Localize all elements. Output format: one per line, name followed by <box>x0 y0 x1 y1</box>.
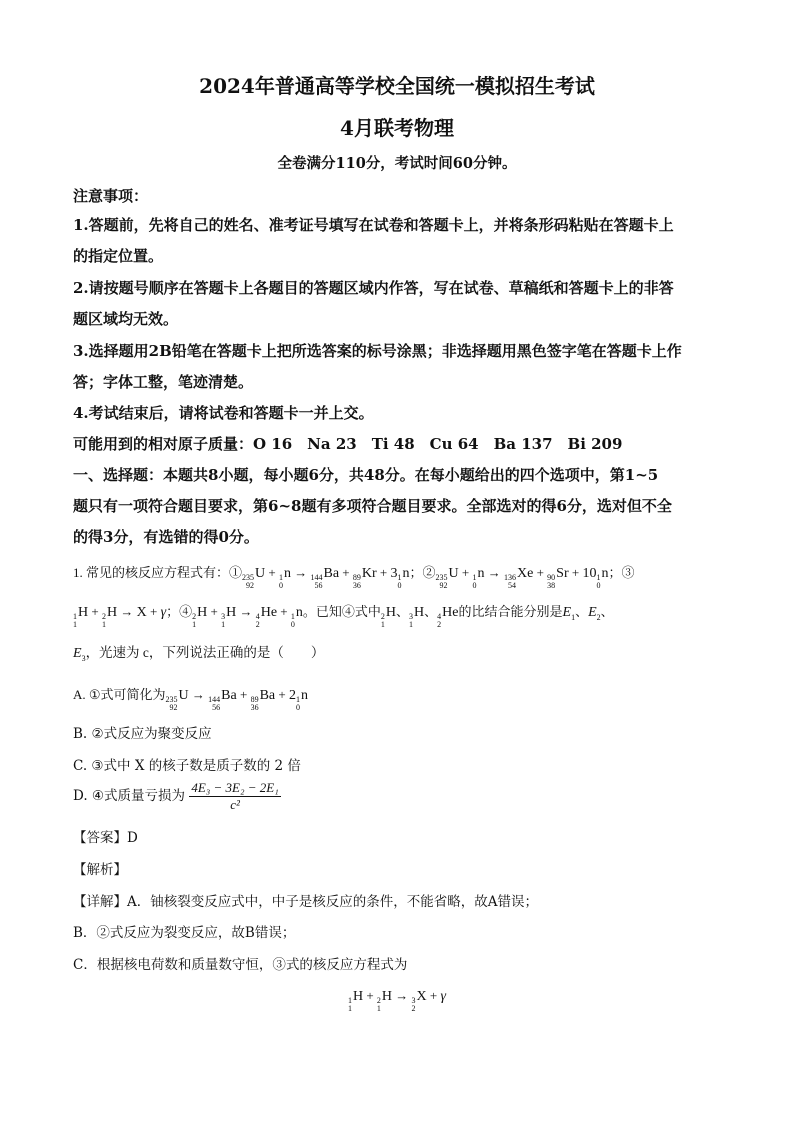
analysis-label: 【解析】 <box>73 862 127 878</box>
nuclide-h1: 1 1 H <box>73 605 89 629</box>
arrow-sign: → <box>395 988 409 1003</box>
mass-defect-fraction <box>189 780 280 813</box>
nuclide-u235: 235 92 U <box>435 566 459 590</box>
exam-title: 2024年普通高等学校全国统一模拟招生考试 <box>199 74 595 98</box>
question1-intro: 1. 常见的核反应方程式有：① <box>73 565 243 580</box>
plus-sign: + <box>366 988 374 1003</box>
binding-energy-text: 的比结合能分别是 <box>458 604 563 619</box>
notice-2-line1: 2.请按题号顺序在答题卡上各题目的答题区域内作答，写在试卷、草稿纸和答题卡上的非答 <box>73 279 674 297</box>
gamma-symbol: γ <box>440 989 447 1004</box>
nuclide-neutron: 1 0 n <box>278 566 291 590</box>
section1-line2: 题只有一项符合题目要求，第6~8题有多项符合题目要求。全部选对的得6分，选对但不全 <box>73 497 672 515</box>
e2-symbol: $E_2$ <box>588 605 601 622</box>
nuclide-h2: 2 1 H <box>380 605 397 629</box>
nuclide-neutron: 1 0 n <box>290 605 303 629</box>
notice-1-line2: 的指定位置。 <box>73 247 164 265</box>
plus-sign: + <box>210 604 218 619</box>
question1-known: 。已知④式中 <box>302 604 381 619</box>
nuclide-sr90: 90 38 Sr <box>547 566 569 590</box>
plus-sign: + <box>429 988 438 1003</box>
plus-sign: + <box>91 604 99 619</box>
nuclide-neutron: 1 0 n <box>472 566 485 590</box>
question1-sep2: ；② <box>409 565 436 580</box>
plus-sign: + <box>379 565 388 580</box>
nuclide-neutron: 1 0 n <box>295 688 308 712</box>
plus-sign: + <box>461 565 470 580</box>
option-c[interactable]: C. ③式中 X 的核子数是质子数的 2 倍 <box>73 758 301 774</box>
section1-line1: 一、选择题：本题共8小题，每小题6分，共48分。在每小题给出的四个选项中，第1~5 <box>73 466 659 484</box>
notice-3-line1: 3.选择题用2B铅笔在答题卡上把所选答案的标号涂黑；非选择题用黑色签字笔在答题卡上作 <box>73 342 682 360</box>
nuclide-h2: 2 1 H <box>101 605 118 629</box>
notice-2-line2: 题区域均无效。 <box>73 310 179 328</box>
question1-line2: 1 1 H + 2 1 H → X + γ；④ 2 1 H + 3 1 H → 4 2 He + 1 0 n。已知④式中 2 1 H、 3 1 H、 4 2 He的比结合能分别是$E_1$、$E_2$、 <box>73 604 614 629</box>
detail-a: 【详解】A．铀核裂变反应式中，中子是核反应的条件，不能省略，故A错误； <box>73 894 538 910</box>
nuclide-ba89: 89 36 Ba <box>250 688 276 712</box>
plus-sign: + <box>278 687 286 702</box>
notice-3-line2: 答；字体工整，笔迹清楚。 <box>73 373 254 391</box>
plus-sign: + <box>280 604 288 619</box>
answer-label: 【答案】D <box>73 830 138 846</box>
nuclide-neutron: 1 0 n <box>397 566 410 590</box>
nuclide-kr89: 89 36 Kr <box>352 566 377 590</box>
plus-sign: + <box>149 604 158 619</box>
notice-1-line1: 1.答题前，先将自己的姓名、准考证号填写在试卷和答题卡上，并将条形码粘贴在答题卡上 <box>73 216 674 234</box>
arrow-sign: → <box>120 604 134 619</box>
reaction-equation <box>0 988 794 1013</box>
question1-sep4: ；④ <box>166 604 193 619</box>
atomic-mass-line: 可能用到的相对原子质量：O 16 Na 23 Ti 48 Cu 64 Ba 137 Bi 209 <box>73 435 623 453</box>
exam-info: 全卷满分110分，考试时间60分钟。 <box>277 155 517 172</box>
option-a-label: A. ①式可简化为 <box>73 687 166 702</box>
arrow-sign: → <box>487 565 501 580</box>
question1-stem-end: ，光速为 c，下列说法正确的是（ ） <box>85 645 325 660</box>
plus-sign: + <box>268 565 276 580</box>
plus-sign: + <box>571 565 580 580</box>
nuclide-he4: 4 2 He <box>437 605 459 629</box>
fraction-numerator: 4E₃ − 3E₂ − 2E₁ <box>191 780 279 795</box>
nuclide-ba144: 144 56 Ba <box>208 688 237 712</box>
question1-sep3: ；③ <box>608 565 635 580</box>
option-d[interactable] <box>73 780 281 813</box>
arrow-sign: → <box>294 565 308 580</box>
plus-sign: + <box>536 565 544 580</box>
nuclide-h2: 2 1 H <box>376 989 393 1013</box>
nuclide-h1: 1 1 H <box>347 989 364 1013</box>
nuclide-xe136: 136 54 Xe <box>504 566 534 590</box>
nuclide-h3: 3 1 H <box>409 605 425 629</box>
nuclide-u235: 235 92 U <box>165 688 189 712</box>
nuclide-h3: 3 1 H <box>221 605 237 629</box>
option-a[interactable]: A. ①式可简化为 235 92 U → 144 56 Ba + 89 36 Ba + 2 1 0 n <box>73 687 308 712</box>
plus-sign: + <box>239 687 248 702</box>
section1-line3: 的得3分，有选错的得0分。 <box>73 528 259 546</box>
arrow-sign: → <box>191 687 205 702</box>
question1-line1: 1. 常见的核反应方程式有：① 235 92 U + 1 0 n → 144 56 Ba + 89 36 Kr + 3 1 0 n；② 235 92 U + 1 0 n → 136 54 Xe + 90 38 Sr + 10 1 0 n；③ <box>73 565 635 590</box>
plus-sign: + <box>342 565 350 580</box>
nuclide-u235: 235 92 U <box>242 566 266 590</box>
e3-symbol: $E_3$ <box>73 646 86 663</box>
detail-c: C．根据核电荷数和质量数守恒，③式的核反应方程式为 <box>73 957 408 973</box>
nuclide-ba144: 144 56 Ba <box>310 566 340 590</box>
particle-x: X <box>136 605 147 620</box>
e1-symbol: $E_1$ <box>562 605 576 622</box>
nuclide-he4: 4 2 He <box>255 605 278 629</box>
arrow-sign: → <box>239 604 253 619</box>
nuclide-h2: 2 1 H <box>192 605 208 629</box>
gamma-symbol: γ <box>160 605 167 620</box>
question1-line3 <box>73 641 324 663</box>
option-d-label: D. ④式质量亏损为 <box>73 788 186 804</box>
option-b[interactable]: B. ②式反应为聚变反应 <box>73 726 212 742</box>
nuclide-neutron: 1 0 n <box>596 566 609 590</box>
exam-subtitle: 4月联考物理 <box>340 116 454 140</box>
nuclide-x3: 3 2 X <box>411 989 427 1013</box>
fraction-denominator: c² <box>230 797 240 812</box>
notice-4: 4.考试结束后，请将试卷和答题卡一并上交。 <box>73 404 374 422</box>
detail-b: B．②式反应为裂变反应，故B错误； <box>73 925 296 941</box>
notice-heading: 注意事项： <box>73 187 149 205</box>
